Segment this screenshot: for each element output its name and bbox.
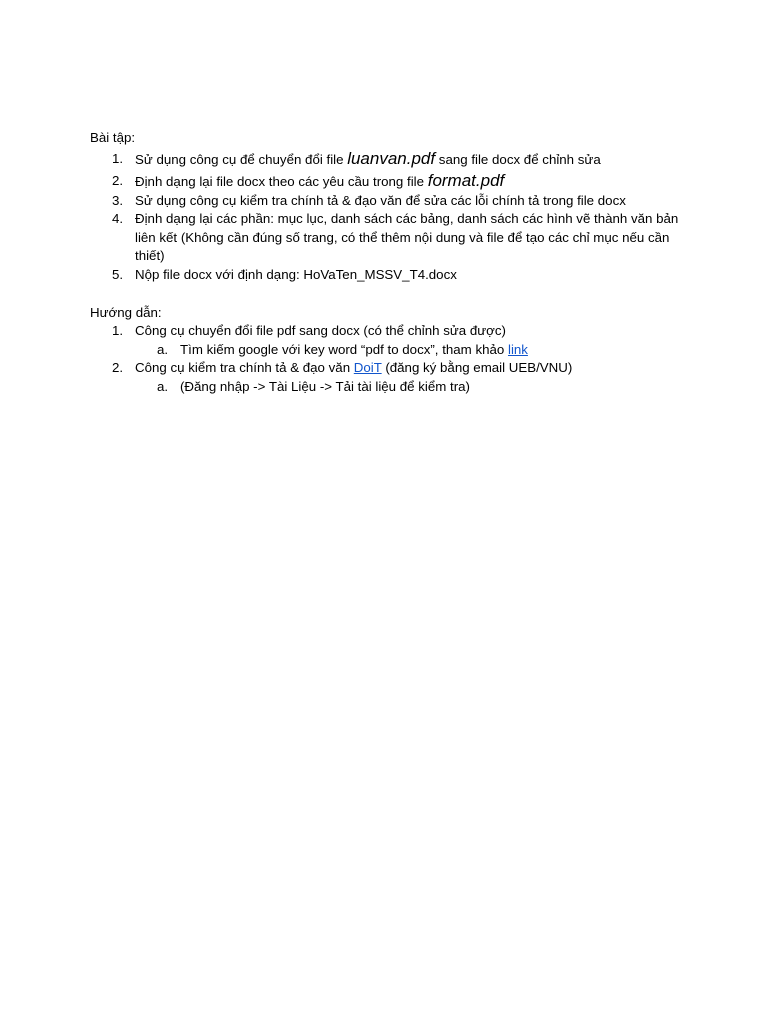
- guide-subitem-text: Tìm kiếm google với key word “pdf to docx”, tham khảo: [180, 341, 508, 357]
- exercise-list: [90, 148, 690, 285]
- filename-format: format.pdf: [427, 170, 505, 190]
- guide-item-text: Công cụ chuyển đổi file pdf sang docx (có thể chỉnh sửa được): [135, 323, 506, 339]
- document-page: [90, 129, 690, 397]
- exercise-item-3: [90, 192, 690, 211]
- guide-subitem-text: (Đăng nhập -> Tài Liệu -> Tải tài liệu để kiểm tra): [180, 378, 470, 394]
- list-number: 4.: [112, 211, 124, 227]
- exercise-item-4: [90, 210, 690, 266]
- exercise-item-1: [90, 148, 690, 170]
- list-letter: a.: [157, 341, 169, 357]
- guide-subitem: [135, 341, 690, 360]
- list-number: 2.: [112, 360, 124, 376]
- doit-link[interactable]: DoiT: [353, 360, 382, 376]
- exercise-item-text: Nộp file docx với định dạng: HoVaTen_MSSV_T4.docx: [135, 266, 457, 282]
- exercise-item-text: Định dạng lại các phần: mục lục, danh sách các bảng, danh sách các hình vẽ thành văn bản liên kết (Không cần đúng số trang, có thể thêm nội dung và file để tạo các chỉ mục nếu cần thiết): [135, 211, 679, 264]
- guide-sublist: [135, 341, 690, 360]
- exercise-item-5: [90, 266, 690, 285]
- exercise-heading: Bài tập:: [90, 130, 136, 145]
- list-letter: a.: [157, 378, 169, 394]
- guide-heading: Hướng dẫn:: [90, 304, 162, 320]
- list-number: 2.: [112, 172, 124, 188]
- pdf-to-docx-link[interactable]: link: [507, 341, 528, 357]
- exercise-item-text: Sử dụng công cụ kiểm tra chính tả & đạo văn để sửa các lỗi chính tả trong file docx: [135, 192, 626, 208]
- guide-item-text: (đăng ký bằng email UEB/VNU): [381, 360, 573, 376]
- guide-sublist: [135, 378, 690, 397]
- exercise-item-2: [90, 170, 690, 192]
- guide-item-1: [90, 322, 690, 359]
- list-number: 3.: [112, 192, 124, 208]
- exercise-item-text: Sử dụng công cụ để chuyển đổi file: [135, 151, 348, 167]
- filename-luanvan: luanvan.pdf: [347, 148, 436, 168]
- list-number: 1.: [112, 323, 124, 339]
- section-spacer: [90, 285, 690, 304]
- exercise-item-text: Định dạng lại file docx theo các yêu cầu trong file: [135, 173, 428, 189]
- list-number: 1.: [112, 150, 124, 166]
- list-number: 5.: [112, 266, 124, 282]
- guide-item-2: [90, 359, 690, 396]
- guide-list: [90, 322, 690, 396]
- guide-subitem: [135, 378, 690, 397]
- guide-item-text: Công cụ kiểm tra chính tả & đạo văn: [135, 360, 354, 376]
- exercise-item-text: sang file docx để chỉnh sửa: [435, 151, 601, 167]
